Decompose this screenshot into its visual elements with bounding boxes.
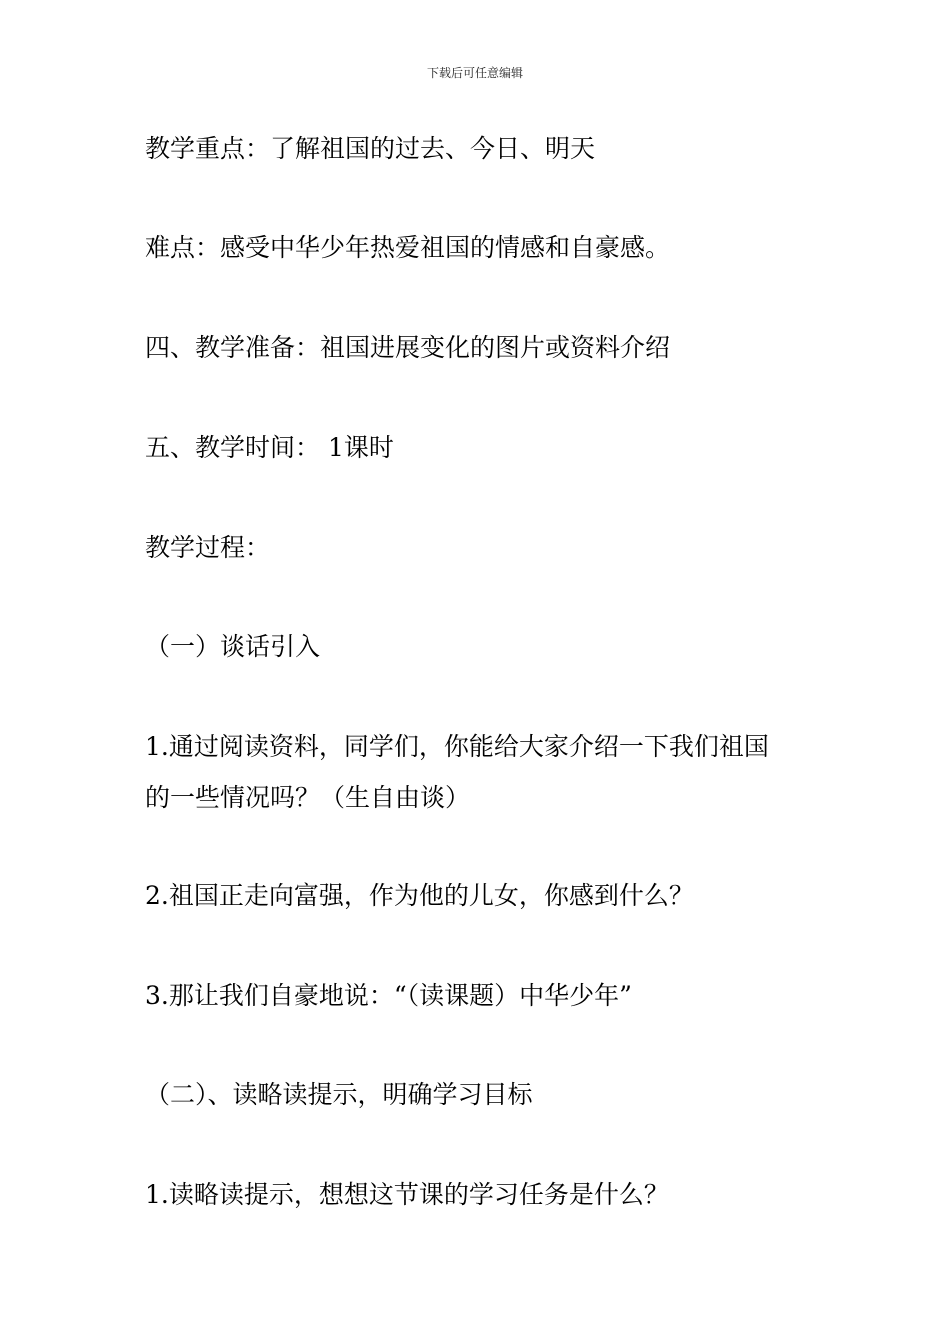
question-one-line-1: 1.通过阅读资料，同学们，你能给大家介绍一下我们祖国 [145,732,769,761]
preparation-line: 四、教学准备：祖国进展变化的图片或资料介绍 [145,333,671,362]
question-three-line: 3.那让我们自豪地说：“（读课题）中华少年” [145,981,632,1010]
section-two-heading: （二）、读略读提示，明确学习目标 [145,1080,533,1109]
difficulty-line: 难点：感受中华少年热爱祖国的情感和自豪感。 [145,233,671,262]
section-one-heading: （一）谈话引入 [145,632,321,661]
key-point-line: 教学重点：了解祖国的过去、今日、明天 [145,134,596,163]
teaching-time-line: 五、教学时间： 1课时 [145,433,394,462]
question-one-line-2: 的一些情况吗？（生自由谈） [145,783,471,812]
section-two-item-one: 1.读略读提示，想想这节课的学习任务是什么？ [145,1180,669,1209]
teaching-process-heading: 教学过程： [145,533,271,562]
question-two-line: 2.祖国正走向富强，作为他的儿女，你感到什么？ [145,881,694,910]
page-header: 下载后可任意编辑 [426,66,523,80]
question-one-paragraph [145,721,825,823]
